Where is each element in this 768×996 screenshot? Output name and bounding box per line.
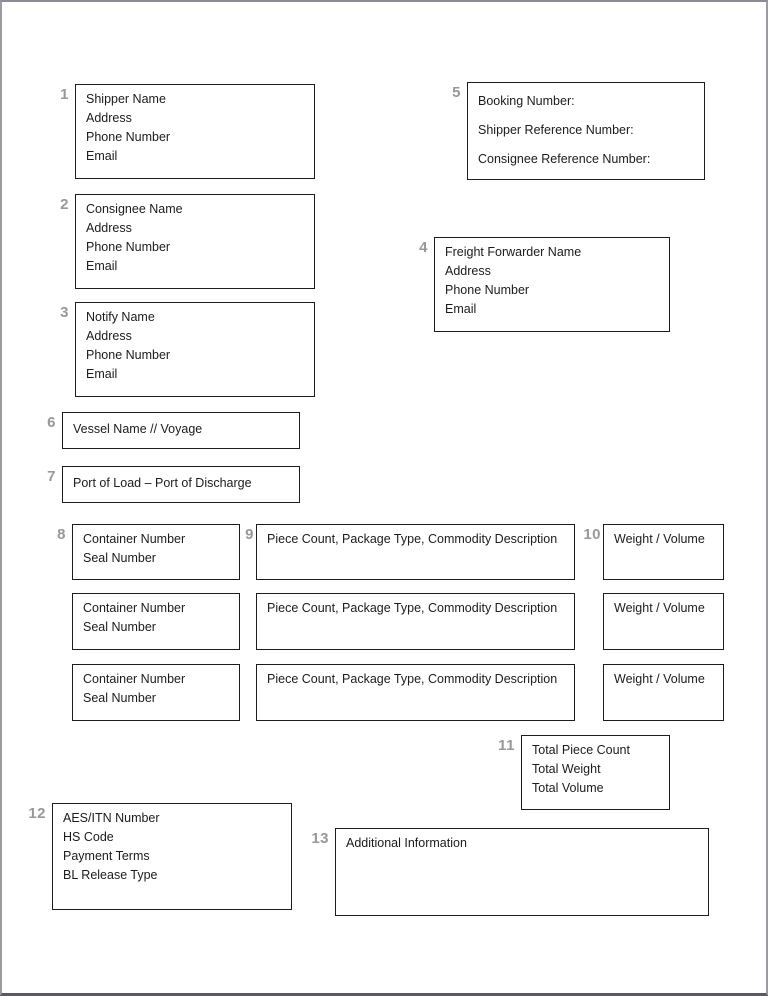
container-number-label: Container Number (83, 532, 186, 546)
freight-forwarder-address-label: Address (445, 264, 491, 278)
aes-itn-number-label: AES/ITN Number (63, 811, 160, 825)
weight-column-number: 10 (583, 526, 601, 543)
freight-forwarder-name-label: Freight Forwarder Name (445, 245, 582, 259)
container-number-label: Container Number (83, 601, 186, 615)
freight-forwarder-box (419, 237, 670, 332)
container-box-row2 (72, 593, 240, 650)
notify-name-label: Notify Name (86, 310, 155, 324)
notify-box-number: 3 (60, 304, 69, 321)
shipper-address-label: Address (86, 111, 132, 125)
freight-forwarder-phone-label: Phone Number (445, 283, 530, 297)
reference-numbers-box (452, 82, 705, 180)
consignee-box (60, 194, 315, 289)
vessel-voyage-box (47, 412, 300, 449)
vessel-voyage-label: Vessel Name // Voyage (73, 422, 203, 436)
consignee-reference-number-label: Consignee Reference Number: (478, 152, 651, 166)
total-piece-count-label: Total Piece Count (532, 743, 630, 757)
total-volume-label: Total Volume (532, 781, 604, 795)
consignee-address-label: Address (86, 221, 132, 235)
commodity-box-row2 (256, 593, 575, 650)
total-weight-label: Total Weight (532, 762, 601, 776)
notify-address-label: Address (86, 329, 132, 343)
notify-party-box (60, 302, 315, 397)
seal-number-label: Seal Number (83, 620, 156, 634)
weight-volume-label: Weight / Volume (614, 532, 705, 546)
totals-box-number: 11 (498, 737, 515, 754)
ports-box-number: 7 (47, 468, 56, 485)
notify-email-label: Email (86, 367, 118, 381)
consignee-email-label: Email (86, 259, 118, 273)
seal-number-label: Seal Number (83, 551, 156, 565)
freight-forwarder-box-number: 4 (419, 239, 428, 256)
ports-label: Port of Load – Port of Discharge (73, 476, 252, 490)
shipper-phone-label: Phone Number (86, 130, 171, 144)
hs-code-label: HS Code (63, 830, 114, 844)
commodity-box-row1 (245, 524, 575, 580)
freight-forwarder-email-label: Email (445, 302, 477, 316)
customs-payment-box (28, 803, 292, 910)
container-box-row1 (57, 524, 240, 580)
reference-box-number: 5 (452, 84, 461, 101)
additional-information-label: Additional Information (346, 836, 467, 850)
payment-terms-label: Payment Terms (63, 849, 150, 863)
ports-box (47, 466, 300, 503)
shipper-reference-number-label: Shipper Reference Number: (478, 123, 634, 137)
weight-volume-box-row1 (583, 524, 724, 580)
bl-release-type-label: BL Release Type (63, 868, 158, 882)
vessel-voyage-box-number: 6 (47, 414, 56, 431)
notify-phone-label: Phone Number (86, 348, 171, 362)
commodity-column-number: 9 (245, 526, 254, 543)
commodity-description-label: Piece Count, Package Type, Commodity Description (267, 601, 558, 615)
shipper-box-number: 1 (60, 86, 69, 103)
container-column-number: 8 (57, 526, 66, 543)
additional-information-box (311, 828, 709, 916)
shipper-email-label: Email (86, 149, 118, 163)
booking-number-label: Booking Number: (478, 94, 575, 108)
container-box-row3 (72, 664, 240, 721)
totals-box (498, 735, 670, 810)
commodity-box-row3 (256, 664, 575, 721)
commodity-description-label: Piece Count, Package Type, Commodity Description (267, 672, 558, 686)
commodity-description-label: Piece Count, Package Type, Commodity Description (267, 532, 558, 546)
additional-information-box-number: 13 (311, 830, 329, 847)
container-number-label: Container Number (83, 672, 186, 686)
seal-number-label: Seal Number (83, 691, 156, 705)
weight-volume-label: Weight / Volume (614, 672, 705, 686)
weight-volume-label: Weight / Volume (614, 601, 705, 615)
customs-box-number: 12 (28, 805, 46, 822)
weight-volume-box-row2 (603, 593, 724, 650)
consignee-box-number: 2 (60, 196, 69, 213)
consignee-phone-label: Phone Number (86, 240, 171, 254)
shipper-name-label: Shipper Name (86, 92, 166, 106)
weight-volume-box-row3 (603, 664, 724, 721)
consignee-name-label: Consignee Name (86, 202, 183, 216)
shipper-box (60, 84, 315, 179)
